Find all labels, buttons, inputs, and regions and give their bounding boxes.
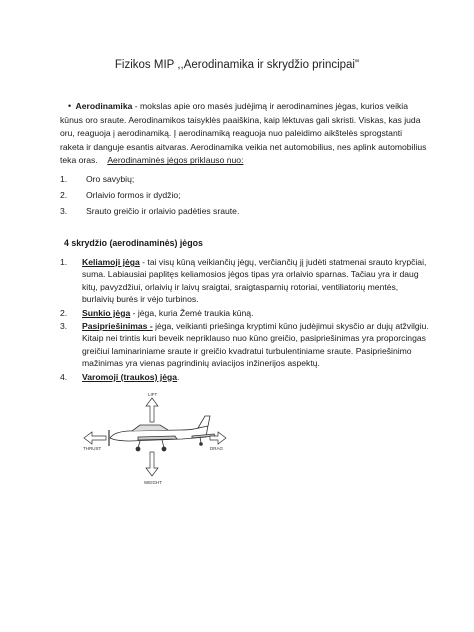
list-number: 2. <box>60 307 68 318</box>
force-text: jėga, veikianti priešinga kryptimi kūno judėjimui skysčio ar dujų atžvilgiu. Kitaip nei trintis kuri beveik nepriklauso nuo kūno greičio, pasipriešinimas yra proporcingas greičiui laminariniame sraute ir greičio kvadratui turbulentiniame sraute. Pasipriešinimo mažinimas yra vienas pagrindinių aviacijos inžinerijos aspektų. <box>82 321 429 369</box>
intro-paragraph <box>60 100 428 168</box>
list-number: 4. <box>60 371 68 382</box>
weight-label: WEIGHT <box>144 480 162 485</box>
lift-arrow-icon <box>146 398 158 422</box>
page-title: Fizikos MIP ,,Aerodinamika ir skrydžio principai" <box>114 59 360 71</box>
list-item <box>60 371 430 383</box>
force-name: Pasipriešinimas - <box>82 321 153 332</box>
list-number: 1. <box>60 174 68 184</box>
list-item <box>60 203 420 219</box>
intro-term: Aerodinamika <box>75 101 133 111</box>
list-number: 3. <box>60 206 68 216</box>
thrust-arrow-icon <box>84 432 106 444</box>
list-item <box>60 320 430 370</box>
force-name: Keliamoji jėga <box>82 257 140 267</box>
force-text: - tai visų kūną veikiančių jėgų, verčiančių jį judėti statmenai srauto krypčiai, suma. Labiausiai paplitęs keliamosios jėgos tipas yra orlaivio sparnas. Tačiau yra ir daug kitų, pavyzdžiui, orlaivių ir laivų sraigtai, sraigtasparnių rotoriai, ventiliatorių mentės, burlaivių burės ir vėjo turbinos. <box>82 257 427 305</box>
forces-list <box>60 256 430 384</box>
bullet-icon: • <box>68 101 72 111</box>
force-text: - jėga, kuria Žemė traukia kūną. <box>130 307 254 318</box>
thrust-label: THRUST <box>83 446 102 451</box>
list-number: 2. <box>60 190 68 200</box>
weight-arrow-icon <box>146 452 158 476</box>
intro-underlined: Aerodinaminės jėgos priklauso nuo: <box>107 155 244 166</box>
force-text: . <box>177 371 180 382</box>
list-item <box>60 187 420 203</box>
list-item <box>60 171 420 187</box>
drag-label: DRAG <box>210 446 224 451</box>
force-name: Sunkio jėga <box>82 307 131 318</box>
force-name: Varomoji (traukos) jėga <box>82 371 178 382</box>
intro-text: - mokslas apie oro masės judėjimą ir aerodinamines jėgas, kurios veikia kūnus oro sraute. Aerodinamikos taisyklės paaiškina, kaip lėktuvas gali skristi. Viskas, kas juda oru, reaguoja į aerodinamiką. Į aerodinamiką reaguoja nuo paleidimo aikštelės sprogstanti raketa ir danguje esantis aitvaras. Aerodinamika veikia net automobilius, nes aplink automobilius teka oras. <box>60 101 427 166</box>
list-item <box>60 256 430 306</box>
list-text: Orlaivio formos ir dydžio; <box>86 190 181 200</box>
list-text: Srauto greičio ir orlaivio padėties sraute. <box>86 206 240 216</box>
forces-diagram <box>80 392 230 487</box>
airplane-icon <box>109 416 215 451</box>
lift-label: LIFT <box>148 392 158 397</box>
forces-heading: 4 skrydžio (aerodinaminės) jėgos <box>64 238 203 248</box>
list-number: 1. <box>60 257 68 267</box>
list-item <box>60 307 430 319</box>
list-text: Oro savybių; <box>86 174 135 184</box>
list-number: 3. <box>60 321 68 332</box>
factors-list <box>60 171 420 219</box>
